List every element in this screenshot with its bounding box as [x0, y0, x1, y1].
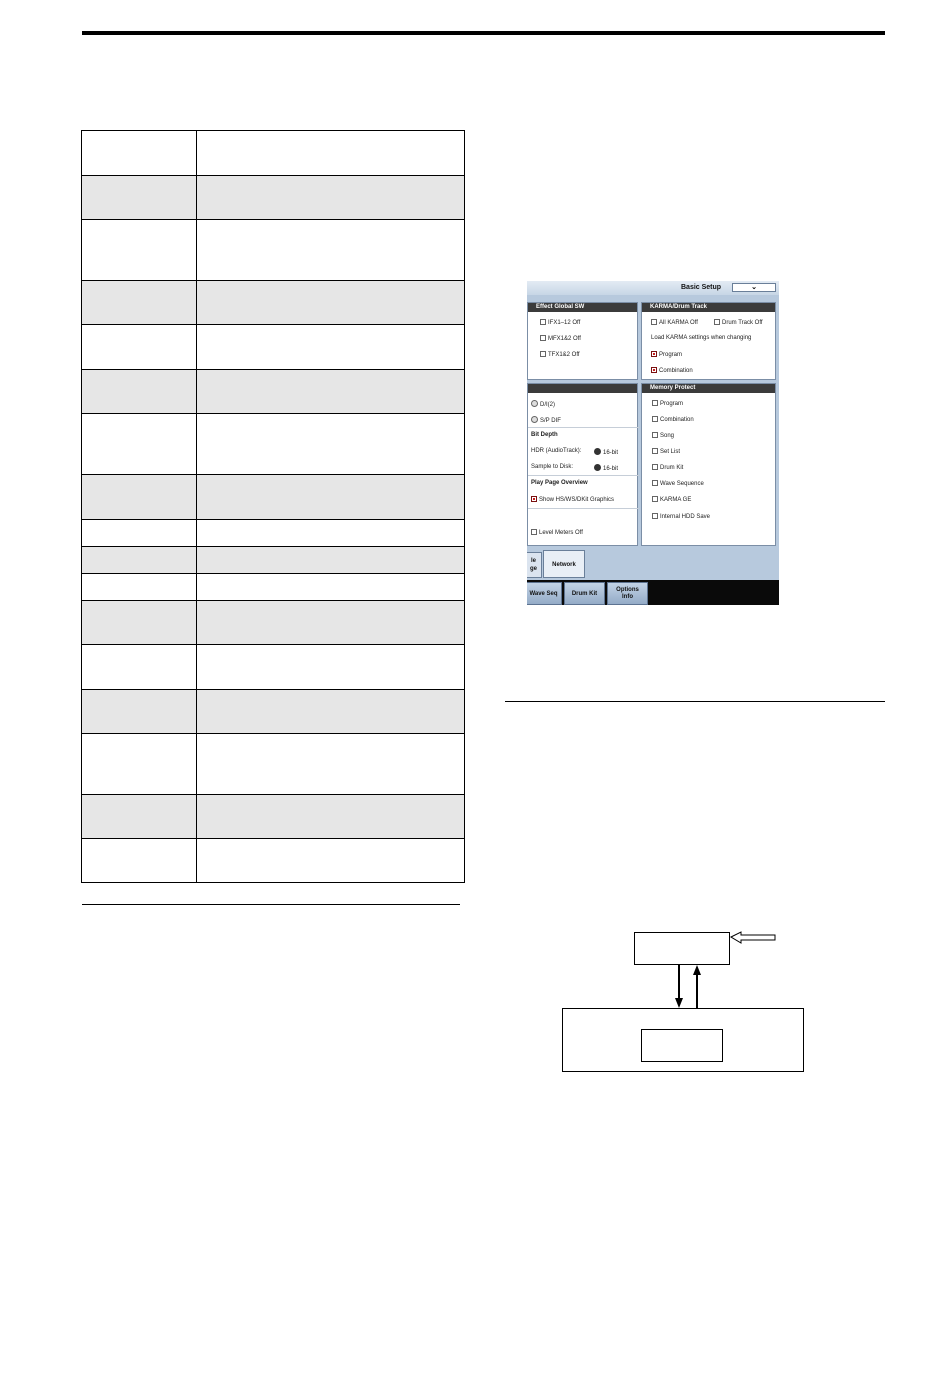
play-page-heading: Play Page Overview	[531, 480, 588, 486]
group-title: KARMA/Drum Track	[642, 303, 775, 312]
chevron-down-icon: ⌄	[751, 284, 757, 291]
tab-partial[interactable]: le ge	[527, 552, 542, 578]
options-info-button[interactable]: Options Info	[607, 582, 648, 605]
checkbox-label: Wave Sequence	[660, 481, 704, 487]
checkbox-label: Program	[660, 401, 684, 407]
checkbox-label: Level Meters Off	[539, 530, 583, 536]
checkbox-label: Song	[660, 433, 675, 439]
checkbox-label: Drum Track Off	[722, 320, 763, 326]
page-title: Basic Setup	[681, 284, 722, 291]
group-title: Effect Global SW	[528, 303, 637, 312]
checkbox-label: KARMA GE	[660, 497, 692, 503]
bit-depth-heading: Bit Depth	[531, 432, 558, 438]
tab-network[interactable]: Network	[543, 550, 585, 578]
checkbox-label: Drum Kit	[660, 465, 684, 471]
checkbox-label: Combination	[660, 417, 694, 423]
checkbox-label: All KARMA Off	[659, 320, 698, 326]
checkbox-label: Combination	[659, 368, 693, 374]
up-arrow-head	[693, 965, 701, 975]
checkbox-label: Program	[659, 352, 683, 358]
input-arrow-icon	[731, 932, 775, 943]
checkbox-label: TFX1&2 Off	[548, 352, 580, 358]
checkbox-label: IFX1–12 Off	[548, 320, 581, 326]
wave-seq-button[interactable]: Wave Seq	[527, 582, 562, 605]
load-karma-text: Load KARMA settings when changing	[651, 335, 752, 341]
hdr-label: HDR (AudioTrack):	[531, 448, 582, 454]
checkbox-label: Internal HDD Save	[660, 514, 711, 520]
sample-value: 16-bit	[603, 466, 619, 472]
radio-label: S/P DIF	[540, 418, 561, 424]
sample-label: Sample to Disk:	[531, 464, 574, 470]
hdr-value: 16-bit	[603, 450, 619, 456]
checkbox-label: Show HS/WS/DKit Graphics	[539, 497, 615, 503]
group-title: Memory Protect	[642, 384, 775, 393]
checkbox-label: Set List	[660, 449, 681, 455]
down-arrow-head	[675, 998, 683, 1008]
drum-kit-button[interactable]: Drum Kit	[564, 582, 605, 605]
radio-label: D/I(2)	[540, 402, 555, 408]
checkbox-label: MFX1&2 Off	[548, 336, 581, 342]
